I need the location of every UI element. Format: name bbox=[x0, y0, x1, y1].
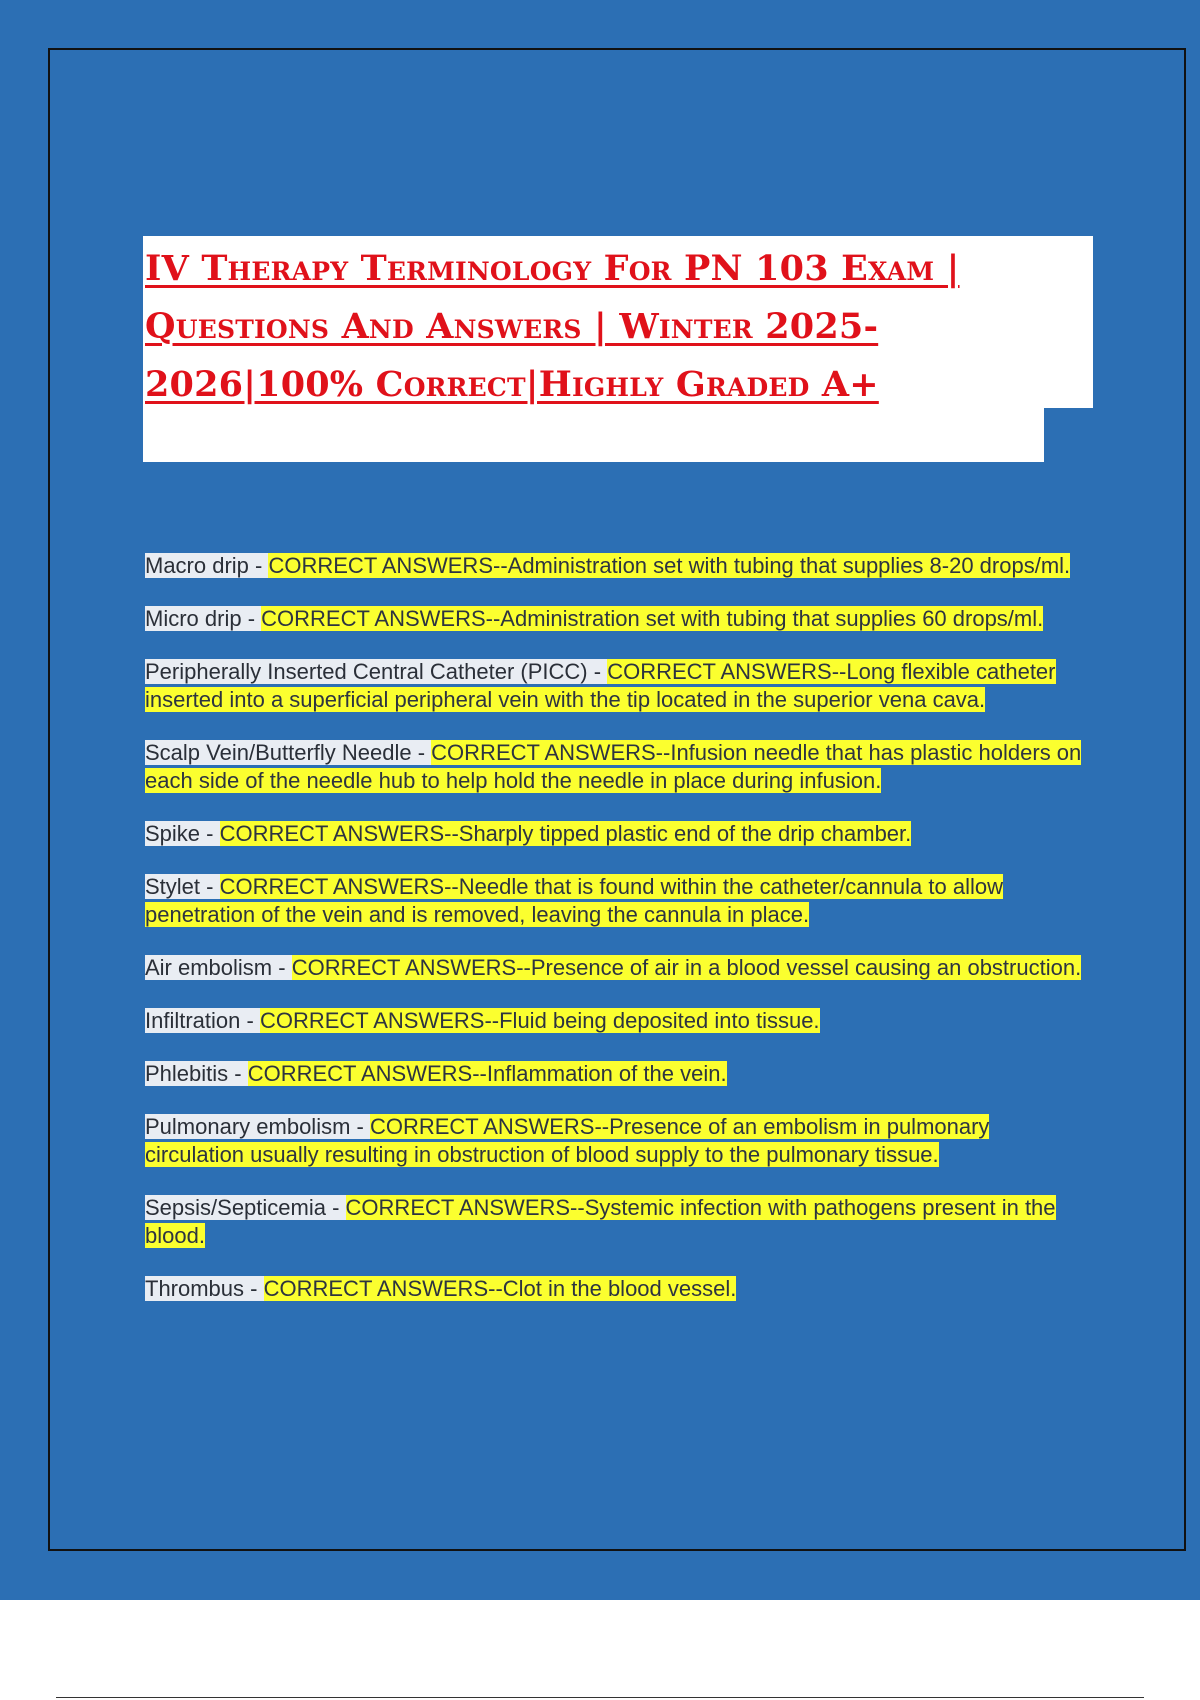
entry-term: Scalp Vein/Butterfly Needle bbox=[145, 740, 412, 765]
entry-answer: CORRECT ANSWERS--Clot in the blood vessel. bbox=[263, 1276, 737, 1301]
entry-separator: - bbox=[241, 606, 262, 631]
qa-list bbox=[145, 552, 1085, 1328]
entry-term: Infiltration bbox=[145, 1008, 241, 1033]
entry-answer: CORRECT ANSWERS--Inflammation of the vein. bbox=[247, 1061, 727, 1086]
entry-separator: - bbox=[200, 821, 220, 846]
entry-separator: - bbox=[244, 1276, 264, 1301]
entry-term: Pulmonary embolism bbox=[145, 1114, 351, 1139]
entry-separator: - bbox=[272, 955, 292, 980]
entry-term: Phlebitis bbox=[145, 1061, 229, 1086]
entry-term: Thrombus bbox=[145, 1276, 245, 1301]
footer-rule bbox=[56, 1697, 1144, 1698]
qa-entry bbox=[145, 1194, 1085, 1250]
entry-answer: CORRECT ANSWERS--Systemic infection with pathogens present in the blood. bbox=[145, 1195, 1056, 1248]
entry-answer: CORRECT ANSWERS--Presence of an embolism in pulmonary circulation usually resulting in obstruction of blood supply to the pulmonary tissue. bbox=[145, 1114, 990, 1167]
qa-entry bbox=[145, 605, 1085, 633]
qa-entry bbox=[145, 820, 1085, 848]
entry-term: Air embolism bbox=[145, 955, 273, 980]
entry-answer: CORRECT ANSWERS--Presence of air in a blood vessel causing an obstruction. bbox=[291, 955, 1082, 980]
entry-separator: - bbox=[240, 1008, 260, 1033]
entry-term: Spike bbox=[145, 821, 201, 846]
entry-term: Micro drip bbox=[145, 606, 242, 631]
entry-term: Peripherally Inserted Central Catheter (PICC) bbox=[145, 659, 588, 684]
entry-answer: CORRECT ANSWERS--Needle that is found within the catheter/cannula to allow penetration of the vein and is removed, leaving the cannula in place. bbox=[145, 874, 1003, 927]
qa-entry bbox=[145, 1060, 1085, 1088]
qa-entry bbox=[145, 873, 1085, 929]
qa-entry bbox=[145, 1007, 1085, 1035]
qa-entry bbox=[145, 658, 1085, 714]
entry-answer: CORRECT ANSWERS--Long flexible catheter inserted into a superficial peripheral vein with the tip located in the superior vena cava. bbox=[145, 659, 1056, 712]
entry-answer: CORRECT ANSWERS--Administration set with tubing that supplies 60 drops/ml. bbox=[261, 606, 1044, 631]
document-title: IV Therapy Terminology For PN 103 Exam | Questions And Answers | Winter 2025-2026|100% Correct|Highly Graded A+ bbox=[145, 248, 960, 405]
qa-entry bbox=[145, 1275, 1085, 1303]
qa-entry bbox=[145, 954, 1085, 982]
entry-answer: CORRECT ANSWERS--Administration set with tubing that supplies 8-20 drops/ml. bbox=[268, 553, 1071, 578]
entry-term: Macro drip bbox=[145, 553, 249, 578]
qa-entry bbox=[145, 739, 1085, 795]
entry-term: Sepsis/Septicemia bbox=[145, 1195, 326, 1220]
entry-answer: CORRECT ANSWERS--Sharply tipped plastic end of the drip chamber. bbox=[219, 821, 912, 846]
entry-answer: CORRECT ANSWERS--Fluid being deposited into tissue. bbox=[259, 1008, 820, 1033]
qa-entry bbox=[145, 1113, 1085, 1169]
entry-separator: - bbox=[411, 740, 432, 765]
entry-separator: - bbox=[228, 1061, 248, 1086]
entry-separator: - bbox=[200, 874, 220, 899]
title-box-extension bbox=[143, 406, 1044, 462]
entry-separator: - bbox=[350, 1114, 370, 1139]
entry-answer: CORRECT ANSWERS--Infusion needle that has plastic holders on each side of the needle hub to help hold the needle in place during infusion. bbox=[145, 740, 1082, 793]
qa-entry bbox=[145, 552, 1085, 580]
entry-separator: - bbox=[587, 659, 608, 684]
entry-separator: - bbox=[248, 553, 269, 578]
entry-separator: - bbox=[325, 1195, 346, 1220]
entry-term: Stylet bbox=[145, 874, 201, 899]
